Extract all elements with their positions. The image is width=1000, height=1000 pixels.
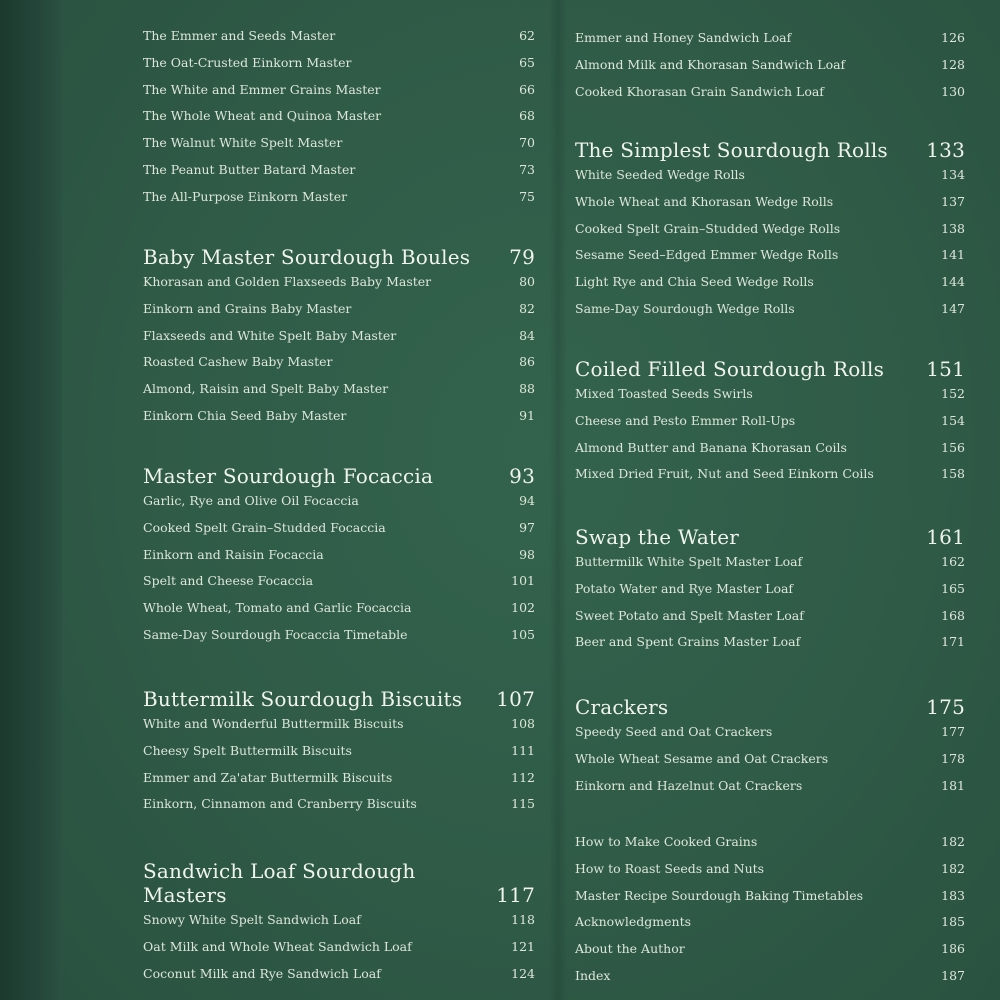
toc-entry[interactable]: [575, 629, 965, 656]
entry-title: Same-Day Sourdough Focaccia Timetable: [143, 626, 408, 642]
entry-title: Almond Butter and Banana Khorasan Coils: [575, 439, 847, 455]
page-gutter: [549, 0, 567, 1000]
entry-title: Snowy White Spelt Sandwich Loaf: [143, 912, 361, 927]
section-title: Master Sourdough Focaccia: [143, 464, 434, 488]
entry-page-number: 178: [941, 750, 965, 766]
toc-entry[interactable]: [575, 773, 965, 800]
toc-section: [575, 521, 965, 656]
toc-entry[interactable]: [143, 50, 535, 77]
entry-page-number: 102: [511, 600, 535, 616]
toc-entry[interactable]: [143, 103, 535, 130]
entry-title: White Seeded Wedge Rolls: [575, 167, 745, 182]
entry-page-number: 171: [941, 634, 965, 650]
entry-title: The Walnut White Spelt Master: [143, 135, 343, 151]
entry-page-number: 112: [511, 769, 535, 785]
entry-page-number: 152: [941, 386, 965, 401]
toc-entry[interactable]: [575, 242, 965, 269]
toc-entry[interactable]: [143, 934, 535, 961]
section-page-number: 107: [496, 687, 535, 711]
toc-entry[interactable]: [143, 738, 535, 765]
toc-entry[interactable]: [143, 349, 535, 376]
toc-entry[interactable]: [575, 549, 965, 576]
section-title: Buttermilk Sourdough Biscuits: [143, 687, 463, 711]
entry-title: Light Rye and Chia Seed Wedge Rolls: [575, 274, 814, 290]
toc-entry[interactable]: [143, 791, 535, 818]
entry-title: How to Roast Seeds and Nuts: [575, 860, 765, 876]
entry-title: The Oat-Crusted Einkorn Master: [143, 54, 352, 70]
entry-page-number: 115: [511, 796, 535, 812]
toc-entry[interactable]: [143, 323, 535, 350]
toc-entry[interactable]: [575, 883, 965, 910]
entry-title: Einkorn Chia Seed Baby Master: [143, 407, 347, 423]
toc-entry[interactable]: [143, 765, 535, 792]
section-title: Sandwich Loaf Sourdough Masters: [143, 859, 416, 907]
entry-page-number: 65: [519, 54, 535, 70]
entry-page-number: 128: [941, 56, 965, 72]
section-page-number: 117: [496, 883, 535, 907]
toc-entry[interactable]: [575, 576, 965, 603]
toc-entry[interactable]: [575, 909, 965, 936]
entry-title: About the Author: [575, 941, 685, 957]
toc-section: [143, 23, 535, 211]
section-heading[interactable]: [575, 134, 965, 162]
entry-page-number: 156: [941, 439, 965, 455]
entry-title: Mixed Toasted Seeds Swirls: [575, 386, 753, 401]
entry-page-number: 182: [941, 860, 965, 876]
entry-title: White and Wonderful Buttermilk Biscuits: [143, 716, 404, 731]
section-title: Crackers: [575, 695, 669, 719]
entry-page-number: 137: [941, 193, 965, 209]
section-heading[interactable]: [143, 853, 535, 907]
toc-entry[interactable]: [575, 408, 965, 435]
toc-entry[interactable]: [143, 376, 535, 403]
toc-section: [575, 353, 965, 488]
toc-entry[interactable]: [575, 719, 965, 746]
section-title: Swap the Water: [575, 525, 739, 549]
entry-page-number: 68: [519, 108, 535, 124]
entry-title: Einkorn, Cinnamon and Cranberry Biscuits: [143, 796, 417, 812]
entry-page-number: 62: [519, 28, 535, 43]
toc-entry[interactable]: [575, 603, 965, 630]
entry-title: Roasted Cashew Baby Master: [143, 354, 333, 370]
entry-title: How to Make Cooked Grains: [575, 834, 758, 849]
toc-entry[interactable]: [143, 130, 535, 157]
toc-section: [143, 853, 535, 987]
entry-title: Cooked Spelt Grain–Studded Focaccia: [143, 519, 386, 535]
entry-title: Almond, Raisin and Spelt Baby Master: [143, 381, 389, 397]
entry-title: The White and Emmer Grains Master: [143, 81, 381, 97]
entry-page-number: 186: [941, 941, 965, 957]
entry-title: The All-Purpose Einkorn Master: [143, 188, 348, 204]
entry-page-number: 98: [519, 546, 535, 562]
entry-title: The Whole Wheat and Quinoa Master: [143, 108, 382, 124]
toc-entry[interactable]: [143, 77, 535, 104]
toc-entry[interactable]: [575, 746, 965, 773]
toc-entry[interactable]: [575, 25, 965, 52]
toc-section: [575, 134, 965, 323]
entry-page-number: 82: [519, 300, 535, 316]
toc-entry[interactable]: [575, 189, 965, 216]
toc-entry[interactable]: [143, 542, 535, 569]
section-page-number: 175: [926, 695, 965, 719]
entry-page-number: 130: [941, 83, 965, 99]
entry-page-number: 177: [941, 724, 965, 739]
toc-entry[interactable]: [143, 184, 535, 211]
toc-entry[interactable]: [143, 595, 535, 622]
entry-page-number: 141: [941, 247, 965, 263]
entry-title: Same-Day Sourdough Wedge Rolls: [575, 300, 795, 316]
entry-page-number: 124: [511, 965, 535, 981]
section-title: Coiled Filled Sourdough Rolls: [575, 357, 885, 381]
toc-entry[interactable]: [575, 52, 965, 79]
section-heading[interactable]: [575, 521, 965, 549]
entry-page-number: 111: [511, 742, 535, 758]
entry-page-number: 165: [941, 580, 965, 596]
entry-page-number: 154: [941, 412, 965, 428]
toc-entry[interactable]: [575, 79, 965, 106]
entry-title: Speedy Seed and Oat Crackers: [575, 724, 773, 739]
entry-title: Coconut Milk and Rye Sandwich Loaf: [143, 965, 381, 981]
toc-entry[interactable]: [143, 488, 535, 515]
entry-page-number: 80: [519, 274, 535, 289]
section-title: Baby Master Sourdough Boules: [143, 245, 471, 269]
section-heading[interactable]: [143, 460, 535, 488]
toc-entry[interactable]: [143, 269, 535, 296]
section-page-number: 79: [509, 245, 535, 269]
entry-title: The Emmer and Seeds Master: [143, 28, 336, 43]
entry-title: Buttermilk White Spelt Master Loaf: [575, 554, 803, 569]
entry-title: The Peanut Butter Batard Master: [143, 161, 356, 177]
entry-title: Spelt and Cheese Focaccia: [143, 573, 314, 589]
entry-page-number: 66: [519, 81, 535, 97]
entry-title: Garlic, Rye and Olive Oil Focaccia: [143, 493, 359, 508]
entry-page-number: 134: [941, 167, 965, 182]
entry-title: Mixed Dried Fruit, Nut and Seed Einkorn Coils: [575, 466, 874, 482]
toc-section: [143, 241, 535, 430]
entry-page-number: 181: [941, 777, 965, 793]
entry-title: Cooked Khorasan Grain Sandwich Loaf: [575, 83, 824, 99]
toc-section: [575, 691, 965, 799]
entry-title: Einkorn and Raisin Focaccia: [143, 546, 324, 562]
section-title: The Simplest Sourdough Rolls: [575, 138, 888, 162]
toc-entry[interactable]: [143, 907, 535, 934]
entry-page-number: 118: [511, 912, 535, 927]
entry-page-number: 84: [519, 327, 535, 343]
toc-entry[interactable]: [575, 435, 965, 462]
toc-entry[interactable]: [575, 381, 965, 408]
entry-page-number: 75: [519, 188, 535, 204]
toc-section: [575, 829, 965, 990]
toc-entry[interactable]: [575, 269, 965, 296]
entry-title: Einkorn and Grains Baby Master: [143, 300, 352, 316]
entry-title: Emmer and Honey Sandwich Loaf: [575, 30, 792, 45]
entry-page-number: 144: [941, 274, 965, 290]
entry-page-number: 138: [941, 220, 965, 236]
toc-entry[interactable]: [143, 403, 535, 430]
entry-title: Sesame Seed–Edged Emmer Wedge Rolls: [575, 247, 839, 263]
toc-section: [575, 25, 965, 105]
toc-entry[interactable]: [143, 23, 535, 50]
entry-page-number: 97: [519, 519, 535, 535]
entry-page-number: 105: [511, 626, 535, 642]
toc-entry[interactable]: [575, 461, 965, 488]
entry-page-number: 108: [511, 716, 535, 731]
section-page-number: 93: [509, 464, 535, 488]
section-heading[interactable]: [143, 683, 535, 711]
entry-page-number: 147: [941, 300, 965, 316]
toc-entry[interactable]: [575, 963, 965, 990]
section-heading[interactable]: [575, 691, 965, 719]
entry-title: Whole Wheat and Khorasan Wedge Rolls: [575, 193, 834, 209]
entry-page-number: 88: [519, 381, 535, 397]
toc-entry[interactable]: [575, 162, 965, 189]
entry-title: Einkorn and Hazelnut Oat Crackers: [575, 777, 803, 793]
entry-title: Index: [575, 967, 611, 983]
toc-section: [143, 460, 535, 649]
entry-title: Khorasan and Golden Flaxseeds Baby Master: [143, 274, 432, 289]
section-page-number: 133: [926, 138, 965, 162]
toc-section: [143, 683, 535, 818]
toc-entry[interactable]: [575, 216, 965, 243]
entry-page-number: 183: [941, 887, 965, 903]
entry-title: Cheese and Pesto Emmer Roll-Ups: [575, 412, 796, 428]
entry-title: Flaxseeds and White Spelt Baby Master: [143, 327, 397, 343]
entry-title: Cooked Spelt Grain–Studded Wedge Rolls: [575, 220, 841, 236]
section-heading[interactable]: [575, 353, 965, 381]
toc-entry[interactable]: [143, 515, 535, 542]
entry-page-number: 101: [511, 573, 535, 589]
entry-page-number: 158: [941, 466, 965, 482]
entry-title: Potato Water and Rye Master Loaf: [575, 580, 794, 596]
toc-entry[interactable]: [143, 961, 535, 988]
entry-title: Whole Wheat, Tomato and Garlic Focaccia: [143, 600, 412, 616]
section-heading[interactable]: [143, 241, 535, 269]
entry-page-number: 70: [519, 135, 535, 151]
entry-title: Emmer and Za'atar Buttermilk Biscuits: [143, 769, 393, 785]
toc-entry[interactable]: [575, 936, 965, 963]
toc-entry[interactable]: [143, 296, 535, 323]
toc-entry[interactable]: [143, 568, 535, 595]
section-page-number: 161: [926, 525, 965, 549]
entry-title: Cheesy Spelt Buttermilk Biscuits: [143, 742, 352, 758]
entry-page-number: 185: [941, 914, 965, 930]
entry-page-number: 168: [941, 607, 965, 623]
entry-title: Almond Milk and Khorasan Sandwich Loaf: [575, 56, 846, 72]
entry-title: Master Recipe Sourdough Baking Timetables: [575, 887, 864, 903]
entry-title: Whole Wheat Sesame and Oat Crackers: [575, 750, 829, 766]
entry-title: Acknowledgments: [575, 914, 692, 930]
section-page-number: 151: [926, 357, 965, 381]
entry-page-number: 73: [519, 161, 535, 177]
book-spine: [0, 0, 62, 1000]
entry-title: Sweet Potato and Spelt Master Loaf: [575, 607, 804, 623]
toc-entry[interactable]: [575, 856, 965, 883]
entry-page-number: 94: [519, 493, 535, 508]
toc-entry[interactable]: [143, 711, 535, 738]
entry-page-number: 162: [941, 554, 965, 569]
entry-page-number: 86: [519, 354, 535, 370]
toc-entry[interactable]: [575, 296, 965, 323]
entry-page-number: 121: [511, 938, 535, 954]
entry-page-number: 187: [941, 967, 965, 983]
toc-entry[interactable]: [575, 829, 965, 856]
entry-title: Beer and Spent Grains Master Loaf: [575, 634, 801, 650]
entry-page-number: 126: [941, 30, 965, 45]
entry-page-number: 91: [519, 407, 535, 423]
entry-title: Oat Milk and Whole Wheat Sandwich Loaf: [143, 938, 412, 954]
entry-page-number: 182: [941, 834, 965, 849]
toc-entry[interactable]: [143, 622, 535, 649]
toc-entry[interactable]: [143, 157, 535, 184]
